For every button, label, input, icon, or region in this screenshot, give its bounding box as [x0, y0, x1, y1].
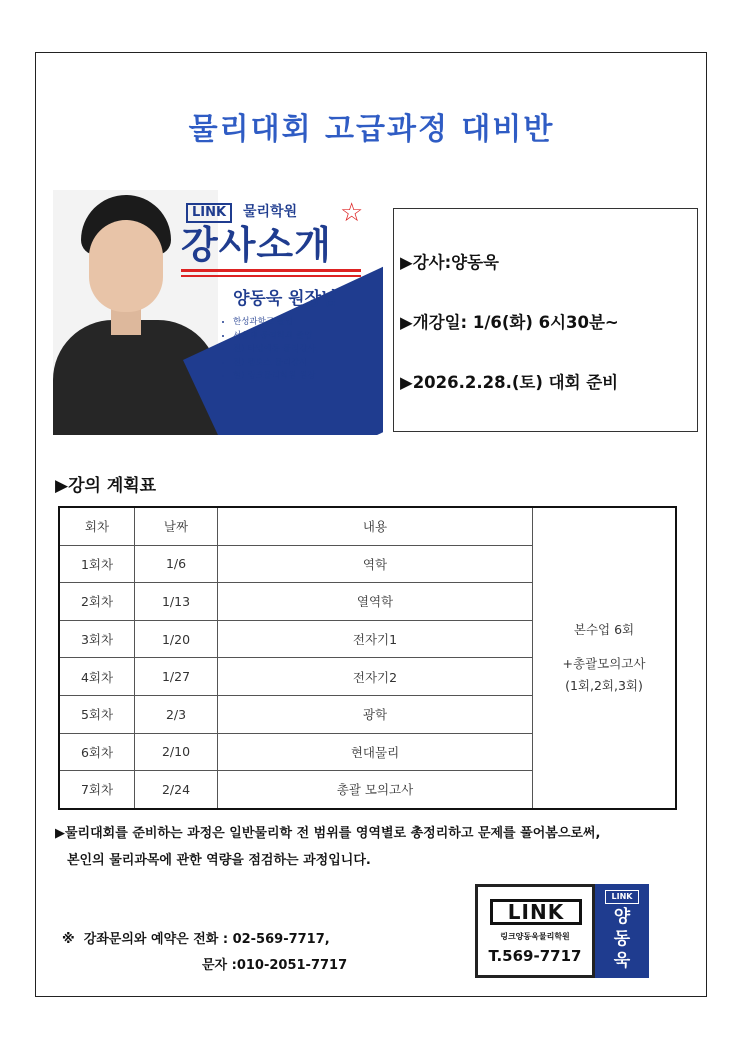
date-cell: 1/13 — [135, 583, 218, 621]
date-cell: 1/20 — [135, 620, 218, 658]
content-cell: 열역학 — [218, 583, 533, 621]
table-header-row — [59, 507, 676, 545]
career-list — [221, 316, 316, 384]
session-cell: 2회차 — [59, 583, 135, 621]
content-cell: 총괄 모의고사 — [218, 771, 533, 809]
schedule-heading: ▶강의 계획표 — [55, 476, 157, 496]
instructor-promo-banner — [53, 190, 383, 435]
star-icon: ☆ — [340, 198, 364, 228]
summary-line: +총괄모의고사 — [562, 655, 646, 671]
contact-sms-line: 문자 :010-2051-7717 — [202, 958, 348, 973]
date-cell: 1/6 — [135, 545, 218, 583]
career-item: • 현) 링크물리학원 원장 — [233, 370, 316, 384]
promo-teacher-name: 양동욱 원장님 — [233, 289, 338, 309]
logo-side-badge: LINK — [605, 890, 639, 904]
career-item: • 서울대 물리학과 졸업 — [233, 330, 316, 344]
logo-academy-name: 링크양동욱물리학원 — [500, 932, 570, 941]
summary-line: 본수업 6회 — [573, 621, 635, 637]
content-cell: 현대물리 — [218, 733, 533, 771]
session-cell: 6회차 — [59, 733, 135, 771]
session-cell: 4회차 — [59, 658, 135, 696]
session-cell: 5회차 — [59, 695, 135, 733]
session-cell: 7회차 — [59, 771, 135, 809]
start-date-line: ▶개강일: 1/6(화) 6시30분~ — [400, 313, 619, 332]
logo-teacher-name: 양 동 욱 — [613, 907, 631, 971]
contact-phone-line: ※ 강좌문의와 예약은 전화 : 02-569-7717, — [62, 932, 330, 947]
promo-link-badge: LINK — [186, 203, 232, 223]
session-cell: 3회차 — [59, 620, 135, 658]
content-cell: 전자기1 — [218, 620, 533, 658]
logo-phone: T.569-7717 — [488, 947, 582, 965]
academy-logo — [475, 884, 649, 978]
content-cell: 광학 — [218, 695, 533, 733]
course-summary-cell — [533, 507, 677, 809]
date-cell: 1/27 — [135, 658, 218, 696]
date-cell: 2/3 — [135, 695, 218, 733]
header-date: 날짜 — [135, 507, 218, 545]
header-content: 내용 — [218, 507, 533, 545]
contact-info — [62, 927, 347, 979]
description-line: 본인의 물리과목에 관한 역량을 점검하는 과정입니다. — [67, 853, 371, 868]
content-cell: 전자기2 — [218, 658, 533, 696]
schedule-table — [58, 506, 677, 810]
contest-date-line: ▶2026.2.28.(토) 대회 준비 — [400, 373, 619, 392]
career-item: • 전) 타임에듀 물리강사 — [233, 343, 316, 357]
career-item: • 한성과학고 졸업 — [233, 316, 316, 330]
header-session: 회차 — [59, 507, 135, 545]
summary-line: (1회,2회,3회) — [565, 677, 643, 693]
course-description — [55, 820, 705, 874]
promo-heading: 강사소개 — [181, 223, 332, 267]
instructor-line: ▶강사:양동욱 — [400, 253, 499, 272]
date-cell: 2/10 — [135, 733, 218, 771]
promo-academy-name: 물리학원 — [243, 204, 298, 220]
career-item: • 전) 펨토스 물리강사 — [233, 357, 316, 371]
page-title: 물리대회 고급과정 대비반 — [188, 112, 555, 147]
course-info-box — [393, 208, 698, 432]
date-cell: 2/24 — [135, 771, 218, 809]
session-cell: 1회차 — [59, 545, 135, 583]
description-line: ▶물리대회를 준비하는 과정은 일반물리학 전 범위를 영역별로 총정리하고 문제를 풀어봄으로써, — [55, 826, 601, 841]
content-cell: 역학 — [218, 545, 533, 583]
logo-mark: LINK — [490, 899, 582, 925]
